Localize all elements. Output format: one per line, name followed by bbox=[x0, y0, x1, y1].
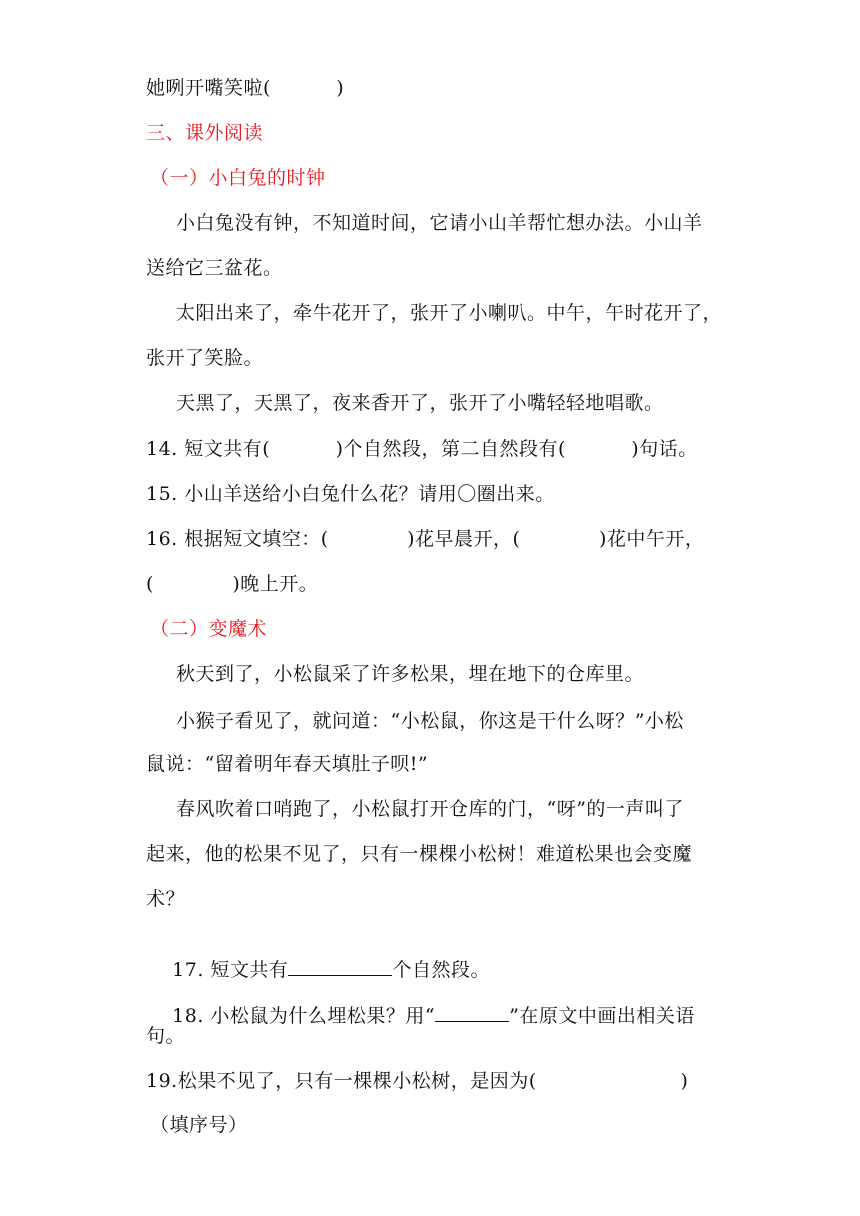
question-18-text: 18. 小松鼠为什么埋松果？用“ bbox=[172, 1005, 436, 1027]
question-17-text: 个自然段。 bbox=[392, 959, 490, 981]
paragraph-line: 送给它三盆花。 bbox=[146, 257, 283, 279]
question-17-text: 17. 短文共有 bbox=[172, 959, 289, 981]
paragraph-line: 小白兔没有钟，不知道时间，它请小山羊帮忙想办法。小山羊 bbox=[176, 212, 703, 234]
question-15: 15. 小山羊送给小白兔什么花？请用〇圈出来。 bbox=[146, 483, 555, 505]
answer-underline bbox=[288, 957, 392, 976]
question-16: 16. 根据短文填空：( )花早晨开，( )花中午开， bbox=[146, 528, 705, 550]
question-19: 19.松果不见了，只有一棵棵小松树，是因为( ) bbox=[146, 1070, 689, 1092]
paragraph-line: 张开了笑脸。 bbox=[146, 347, 264, 369]
passage-title: （一）小白兔的时钟 bbox=[150, 167, 326, 189]
question-16-cont: ( )晚上开。 bbox=[146, 573, 319, 595]
paragraph-line: 春风吹着口哨跑了，小松鼠打开仓库的门，“呀”的一声叫了 bbox=[176, 798, 684, 820]
question-19-note: （填序号） bbox=[150, 1114, 248, 1136]
paragraph-line: 天黑了，天黑了，夜来香开了，张开了小嘴轻轻地唱歌。 bbox=[176, 392, 664, 414]
paragraph-line: 太阳出来了，牵牛花开了，张开了小喇叭。中午，午时花开了， bbox=[176, 302, 723, 324]
passage-title: （二）变魔术 bbox=[150, 618, 268, 640]
question-18-text: ”在原文中画出相关语 bbox=[509, 1005, 695, 1027]
answer-underline bbox=[435, 1003, 509, 1022]
answer-line: 她咧开嘴笑啦( ) bbox=[146, 77, 345, 99]
question-18-cont: 句。 bbox=[146, 1025, 186, 1047]
section-heading: 三、课外阅读 bbox=[146, 122, 264, 144]
question-18 bbox=[146, 979, 695, 1052]
paragraph-line: 起来，他的松果不见了，只有一棵棵小松树！难道松果也会变魔 bbox=[146, 843, 693, 865]
question-14: 14. 短文共有( )个自然段，第二自然段有( )句话。 bbox=[146, 438, 698, 460]
paragraph-line: 术？ bbox=[146, 888, 186, 910]
paragraph-line: 鼠说：“留着明年春天填肚子呗!” bbox=[146, 753, 429, 775]
paragraph-line: 秋天到了，小松鼠采了许多松果，埋在地下的仓库里。 bbox=[176, 663, 645, 685]
paragraph-line: 小猴子看见了，就问道：“小松鼠，你这是干什么呀？”小松 bbox=[176, 710, 684, 732]
